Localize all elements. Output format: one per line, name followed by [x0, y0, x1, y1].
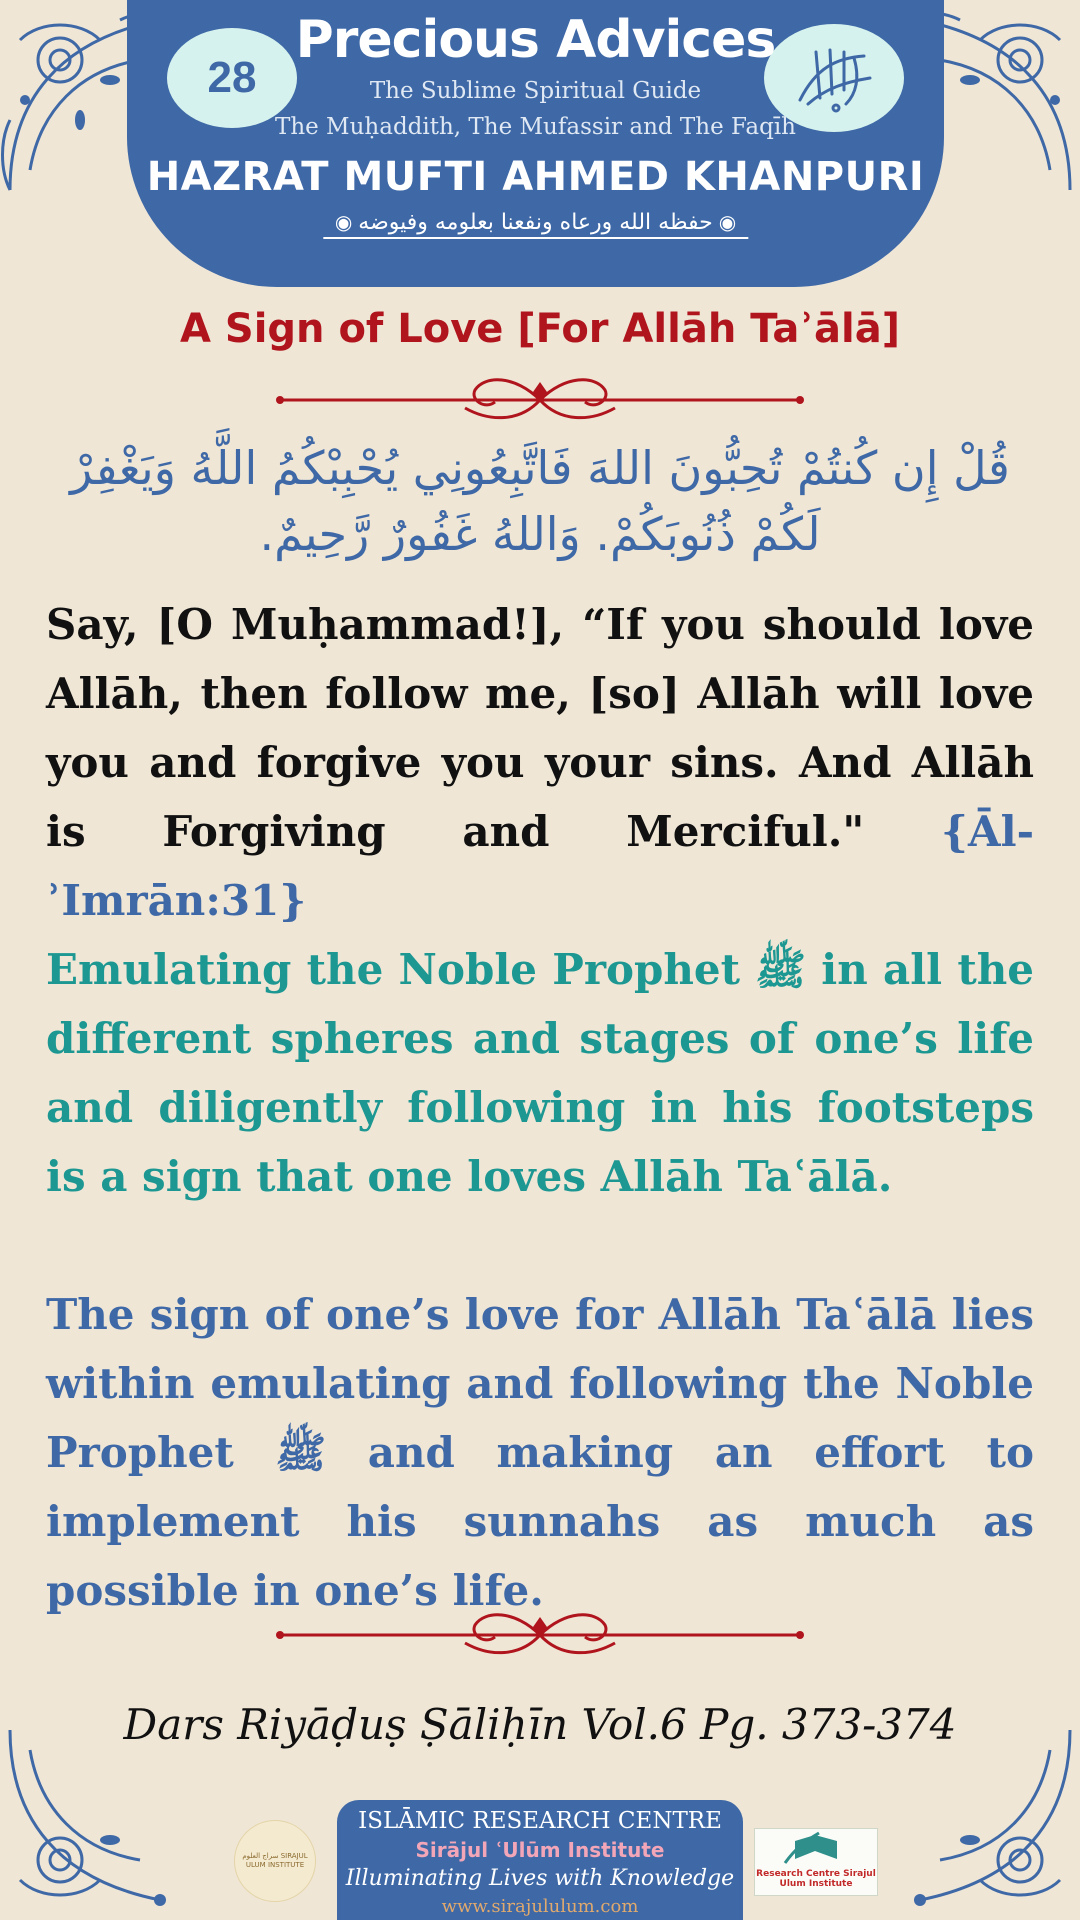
arabic-dua-text: حفظه الله ورعاه ونفعنا بعلومه وفيوضه: [358, 210, 713, 235]
sign-of-love-paragraph: The sign of one’s love for Allāh Taʿālā lies within emulating and following the Noble Prophet ﷺ and making an effort to implement his sunnahs as much as possible in one’s life.: [46, 1290, 1035, 1615]
footer-centre-name: ISLĀMIC RESEARCH CENTRE: [358, 1808, 722, 1834]
ornamental-divider: [275, 370, 805, 430]
footer-banner: [337, 1800, 743, 1920]
sirajul-ulum-logo: [234, 1820, 316, 1902]
source-citation: Dars Riyāḍuṣ Ṣāliḥīn Vol.6 Pg. 373-374: [123, 1700, 957, 1749]
floral-corner-ornament: [880, 1720, 1080, 1920]
section-title: A Sign of Love [For Allāh Taʾālā]: [180, 306, 900, 352]
series-title: Precious Advices: [295, 10, 776, 70]
footer-tagline: Illuminating Lives with Knowledge: [345, 1866, 735, 1891]
logo-left-text: سراج العلوم SIRAJUL ULUM INSTITUTE: [242, 1852, 308, 1869]
ornament-dot-icon: ◉: [718, 210, 737, 234]
issue-number: 28: [207, 53, 257, 102]
ayah-translation: [46, 590, 1034, 935]
quran-ayah: قُلْ إِن كُنتُمْ تُحِبُّونَ اللهَ فَاتَّبِعُونِي يُحْبِبْكُمُ اللَّهُ وَيَغْفِرْ لَكُمْ ذُنُوبَكُمْ. وَاللهُ غَفُورٌ رَّحِيمٌ.: [70, 441, 1010, 561]
translation-text: Say, [O Muḥammad!], “If you should love Allāh, then follow me, [so] Allāh will love you and forgive you your sins. And Allāh is Forgiving and Merciful.": [46, 600, 1034, 856]
logo-right-text: Research Centre Sirajul Ulum Institute: [756, 1869, 876, 1889]
ornamental-divider: [275, 1605, 805, 1665]
ornament-dot-icon: ◉: [334, 210, 353, 234]
emulating-paragraph: Emulating the Noble Prophet ﷺ in all the different spheres and stages of one’s life and diligently following in his footsteps is a sign that one loves Allāh Taʿālā.: [46, 945, 1035, 1201]
subtitle-guide: The Sublime Spiritual Guide: [369, 78, 702, 104]
book-quill-icon: [755, 1829, 877, 1869]
footer-institute-name: Sirājul ʿUlūm Institute: [415, 1838, 665, 1862]
floral-corner-ornament: [0, 1720, 200, 1920]
research-centre-logo: [754, 1828, 878, 1896]
arabic-dua: [323, 210, 748, 239]
header-banner: [127, 0, 944, 287]
subtitle-titles: The Muḥaddith, The Mufassir and The Faqīh: [274, 114, 796, 140]
scholar-name: HAZRAT MUFTI AHMED KHANPURI: [146, 154, 925, 200]
footer-website[interactable]: www.sirajululum.com: [441, 1896, 639, 1917]
ayah-reference: {Āl-ʾImrān:31}: [46, 807, 1034, 925]
